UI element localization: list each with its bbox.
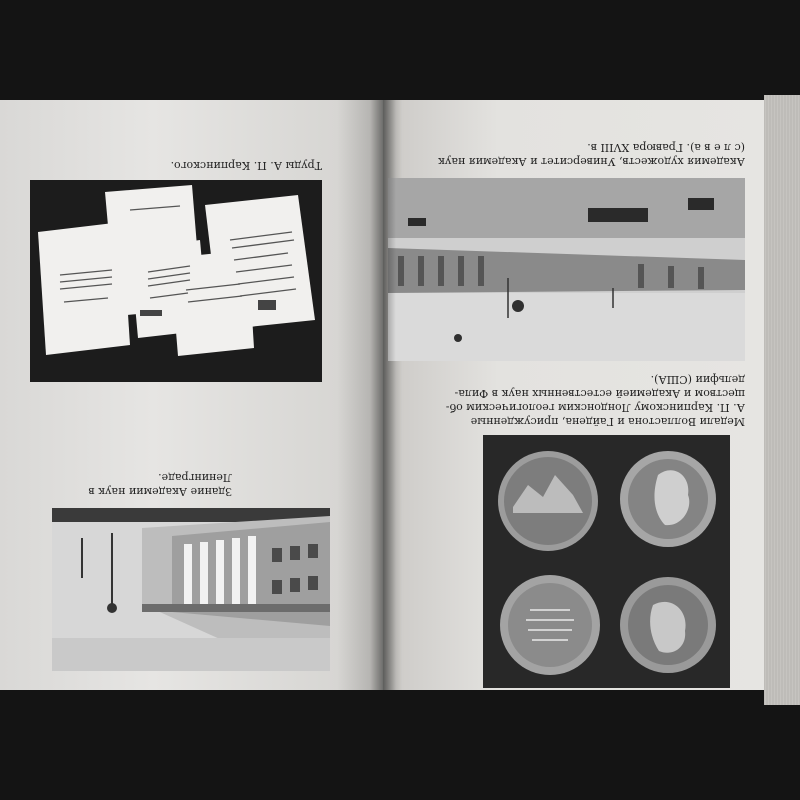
academy-building-image bbox=[52, 508, 330, 671]
page-edges bbox=[764, 95, 800, 705]
medal-inscription bbox=[500, 575, 600, 675]
caption-works bbox=[30, 158, 322, 172]
medals-photo bbox=[483, 435, 730, 688]
works-papers-image bbox=[30, 180, 322, 382]
engraving-photo bbox=[388, 178, 745, 361]
caption-line: А. П. Карпинскому Лондонским геологическим об- bbox=[445, 401, 745, 414]
caption-building bbox=[52, 470, 232, 498]
engraving-image bbox=[388, 178, 745, 361]
works-photo bbox=[30, 180, 322, 382]
caption-line: Труды А. П. Карпинского. bbox=[170, 159, 322, 172]
building-photo bbox=[52, 508, 330, 671]
caption-engraving bbox=[390, 140, 745, 168]
caption-line: дельфии (США). bbox=[650, 373, 745, 386]
caption-line: (с л е в а). Гравюра XVIII в. bbox=[587, 141, 745, 154]
caption-line: Ленинграде. bbox=[158, 471, 232, 484]
medals-image bbox=[483, 435, 730, 688]
caption-line: Академия художеств, Университет и Академия наук bbox=[438, 155, 745, 168]
medal-portrait-1 bbox=[620, 451, 716, 547]
caption-line: Медали Волластона и Гайдена, присужденные bbox=[470, 415, 745, 428]
spine-shadow bbox=[370, 100, 396, 690]
caption-line: Здание Академии наук в bbox=[88, 485, 232, 498]
medal-landscape bbox=[498, 451, 598, 551]
caption-medals bbox=[390, 372, 745, 428]
medal-portrait-2 bbox=[620, 577, 716, 673]
caption-line: ществом и Академией естественных наук в Фила- bbox=[454, 387, 745, 400]
